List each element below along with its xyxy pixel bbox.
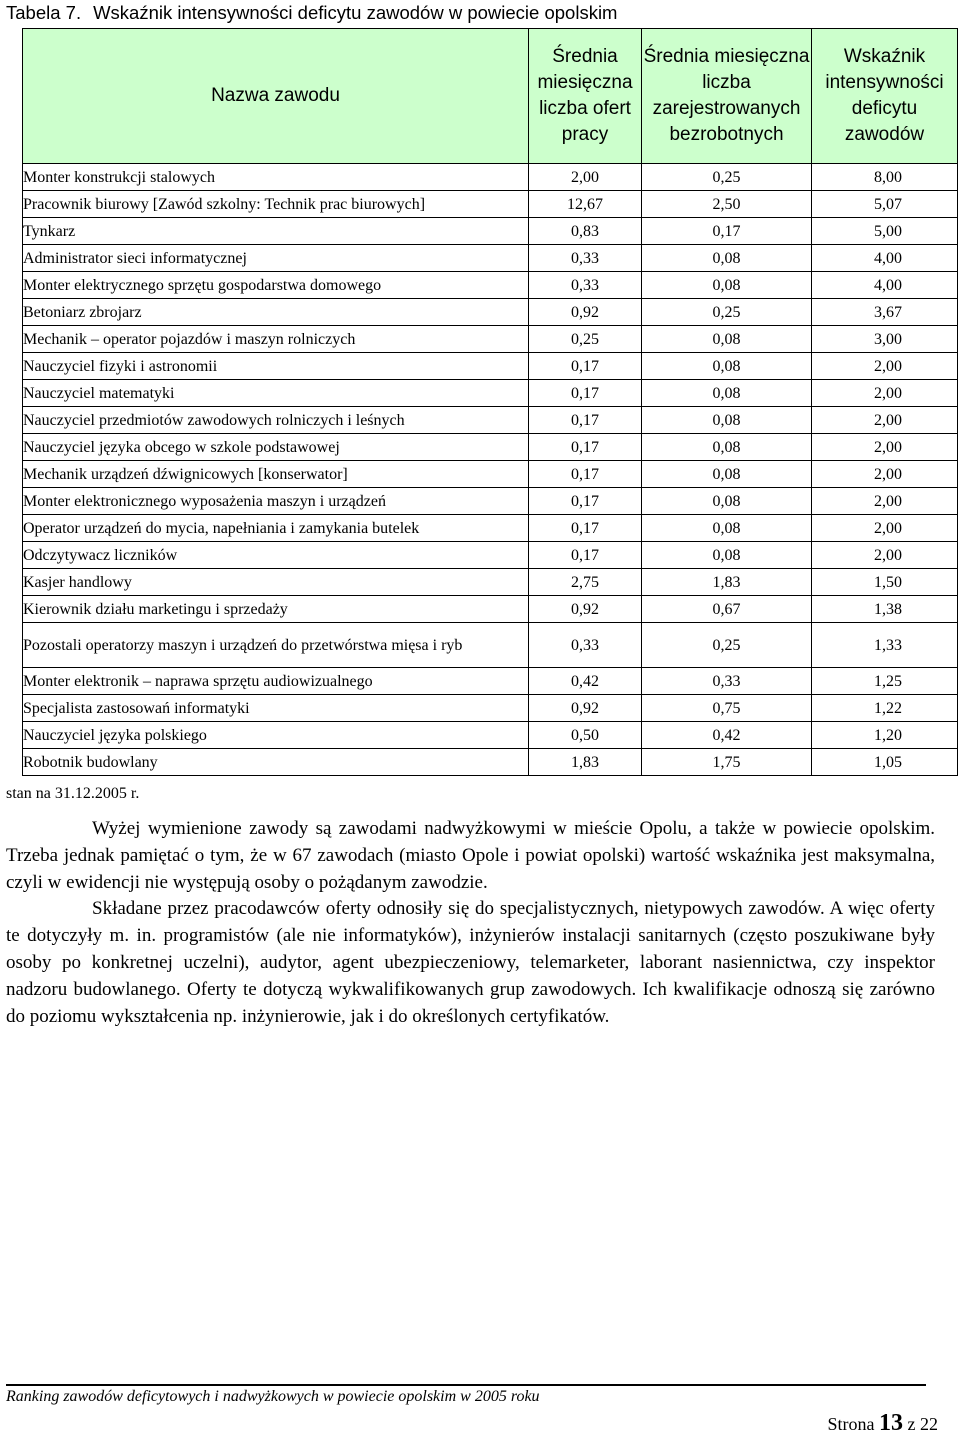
deficit-index-cell: 3,67 (812, 299, 958, 326)
deficit-index-cell: 5,07 (812, 191, 958, 218)
table-row (23, 596, 958, 623)
table-row (23, 488, 958, 515)
paragraph: Składane przez pracodawców oferty odnosiły się do specjalistycznych, nietypowych zawodów. A więc oferty te dotyczyły m. in. programistów (ale nie informatyków), inżynierów instalacji sanitarnych (często poszukiwane były osoby po konkretnej uczelni), audytor, agent ubezpieczeniowy, telemarketer, laborant nasiennictwa, czy inspektor nadzoru budowlanego. Oferty te dotyczą wykwalifikowanych grup zawodowych. Ich kwalifikacje odnoszą się zarówno do poziomu wykształcenia np. inżynierowie, jak i do określonych certyfikatów. (6, 898, 935, 1027)
deficit-index-cell: 2,00 (812, 542, 958, 569)
avg-unemployed-cell: 0,08 (642, 380, 812, 407)
table-row (23, 164, 958, 191)
occupation-name-cell: Nauczyciel języka polskiego (23, 722, 529, 749)
occupation-name-cell: Monter konstrukcji stalowych (23, 164, 529, 191)
avg-offers-cell: 2,00 (529, 164, 642, 191)
header-deficit-index: Wskaźnik intensywności deficytu zawodów (812, 29, 958, 164)
deficit-index-cell: 5,00 (812, 218, 958, 245)
occupation-name-cell: Nauczyciel przedmiotów zawodowych rolniczych i leśnych (23, 407, 529, 434)
occupation-name-cell: Kierownik działu marketingu i sprzedaży (23, 596, 529, 623)
avg-unemployed-cell: 1,75 (642, 749, 812, 776)
avg-offers-cell: 1,83 (529, 749, 642, 776)
table-row (23, 326, 958, 353)
avg-unemployed-cell: 0,25 (642, 299, 812, 326)
occupation-name-cell: Administrator sieci informatycznej (23, 245, 529, 272)
table-row (23, 191, 958, 218)
table-row (23, 542, 958, 569)
footer-rule (6, 1384, 926, 1386)
header-avg-offers: Średnia miesięczna liczba ofert pracy (529, 29, 642, 164)
page-sep: z (907, 1414, 916, 1434)
deficit-index-cell: 2,00 (812, 353, 958, 380)
page-label: Strona (827, 1414, 875, 1434)
deficit-index-cell: 1,20 (812, 722, 958, 749)
avg-offers-cell: 0,17 (529, 407, 642, 434)
deficit-index-cell: 2,00 (812, 407, 958, 434)
table-header-row (23, 29, 958, 164)
avg-unemployed-cell: 0,33 (642, 668, 812, 695)
deficit-index-cell: 1,38 (812, 596, 958, 623)
table-row (23, 695, 958, 722)
paragraph: Wyżej wymienione zawody są zawodami nadwyżkowymi w mieście Opolu, a także w powiecie opolskim. Trzeba jednak pamiętać o tym, że w 67 zawodach (miasto Opole i powiat opolski) wartość wskaźnika jest maksymalna, czyli w ewidencji nie występują osoby o pożądanym zawodzie. (6, 818, 935, 893)
body-text (6, 816, 935, 1030)
table-row (23, 407, 958, 434)
avg-offers-cell: 0,50 (529, 722, 642, 749)
table-row (23, 623, 958, 668)
caption-text: Wskaźnik intensywności deficytu zawodów w powiecie opolskim (93, 2, 618, 23)
occupation-name-cell: Kasjer handlowy (23, 569, 529, 596)
deficit-index-cell: 3,00 (812, 326, 958, 353)
deficit-index-cell: 2,00 (812, 461, 958, 488)
avg-offers-cell: 0,25 (529, 326, 642, 353)
avg-offers-cell: 0,17 (529, 461, 642, 488)
table-row (23, 434, 958, 461)
avg-unemployed-cell: 0,08 (642, 353, 812, 380)
avg-offers-cell: 0,17 (529, 434, 642, 461)
deficit-index-cell: 2,00 (812, 488, 958, 515)
occupation-name-cell: Operator urządzeń do mycia, napełniania i zamykania butelek (23, 515, 529, 542)
avg-offers-cell: 0,33 (529, 245, 642, 272)
occupation-name-cell: Pracownik biurowy [Zawód szkolny: Technik prac biurowych] (23, 191, 529, 218)
deficit-index-cell: 4,00 (812, 245, 958, 272)
table-caption (6, 2, 617, 24)
avg-offers-cell: 0,83 (529, 218, 642, 245)
avg-unemployed-cell: 1,83 (642, 569, 812, 596)
avg-offers-cell: 2,75 (529, 569, 642, 596)
avg-unemployed-cell: 0,67 (642, 596, 812, 623)
avg-unemployed-cell: 0,17 (642, 218, 812, 245)
avg-offers-cell: 0,17 (529, 380, 642, 407)
occupation-name-cell: Monter elektrycznego sprzętu gospodarstwa domowego (23, 272, 529, 299)
table-row (23, 749, 958, 776)
occupation-name-cell: Betoniarz zbrojarz (23, 299, 529, 326)
avg-offers-cell: 0,92 (529, 695, 642, 722)
avg-unemployed-cell: 0,75 (642, 695, 812, 722)
data-date-note: stan na 31.12.2005 r. (6, 785, 140, 802)
page-number (828, 1410, 939, 1437)
deficit-index-cell: 1,33 (812, 623, 958, 668)
header-occupation-name: Nazwa zawodu (23, 29, 529, 164)
avg-unemployed-cell: 0,25 (642, 623, 812, 668)
table-row (23, 272, 958, 299)
avg-offers-cell: 0,17 (529, 353, 642, 380)
avg-unemployed-cell: 0,08 (642, 434, 812, 461)
occupation-name-cell: Pozostali operatorzy maszyn i urządzeń do przetwórstwa mięsa i ryb (23, 623, 529, 668)
table-row (23, 668, 958, 695)
occupation-name-cell: Mechanik – operator pojazdów i maszyn rolniczych (23, 326, 529, 353)
avg-offers-cell: 12,67 (529, 191, 642, 218)
avg-unemployed-cell: 0,08 (642, 272, 812, 299)
table-row (23, 245, 958, 272)
deficit-table (22, 28, 958, 776)
deficit-index-cell: 1,22 (812, 695, 958, 722)
avg-unemployed-cell: 0,08 (642, 515, 812, 542)
table-row (23, 722, 958, 749)
table-row (23, 218, 958, 245)
avg-offers-cell: 0,17 (529, 542, 642, 569)
occupation-name-cell: Tynkarz (23, 218, 529, 245)
caption-label: Tabela 7. (6, 2, 82, 23)
table-row (23, 353, 958, 380)
avg-unemployed-cell: 0,08 (642, 407, 812, 434)
running-title: Ranking zawodów deficytowych i nadwyżkowych w powiecie opolskim w 2005 roku (6, 1388, 540, 1405)
deficit-index-cell: 2,00 (812, 434, 958, 461)
occupation-name-cell: Odczytywacz liczników (23, 542, 529, 569)
occupation-name-cell: Robotnik budowlany (23, 749, 529, 776)
avg-unemployed-cell: 0,08 (642, 461, 812, 488)
occupation-name-cell: Nauczyciel matematyki (23, 380, 529, 407)
avg-offers-cell: 0,92 (529, 299, 642, 326)
table-row (23, 515, 958, 542)
avg-unemployed-cell: 2,50 (642, 191, 812, 218)
deficit-index-cell: 2,00 (812, 515, 958, 542)
occupation-name-cell: Monter elektronik – naprawa sprzętu audiowizualnego (23, 668, 529, 695)
header-avg-unemployed: Średnia miesięczna liczba zarejestrowanych bezrobotnych (642, 29, 812, 164)
table-row (23, 299, 958, 326)
occupation-name-cell: Mechanik urządzeń dźwignicowych [konserwator] (23, 461, 529, 488)
occupation-name-cell: Nauczyciel fizyki i astronomii (23, 353, 529, 380)
deficit-index-cell: 1,25 (812, 668, 958, 695)
avg-unemployed-cell: 0,42 (642, 722, 812, 749)
page-current: 13 (879, 1410, 903, 1436)
deficit-index-cell: 1,05 (812, 749, 958, 776)
avg-offers-cell: 0,17 (529, 515, 642, 542)
deficit-index-cell: 1,50 (812, 569, 958, 596)
occupation-name-cell: Specjalista zastosowań informatyki (23, 695, 529, 722)
table-body (23, 164, 958, 776)
avg-offers-cell: 0,17 (529, 488, 642, 515)
page-total: 22 (920, 1414, 938, 1434)
table-row (23, 380, 958, 407)
avg-unemployed-cell: 0,25 (642, 164, 812, 191)
deficit-index-cell: 2,00 (812, 380, 958, 407)
avg-unemployed-cell: 0,08 (642, 488, 812, 515)
avg-unemployed-cell: 0,08 (642, 542, 812, 569)
table-row (23, 569, 958, 596)
avg-unemployed-cell: 0,08 (642, 245, 812, 272)
avg-unemployed-cell: 0,08 (642, 326, 812, 353)
table-row (23, 461, 958, 488)
avg-offers-cell: 0,92 (529, 596, 642, 623)
avg-offers-cell: 0,42 (529, 668, 642, 695)
deficit-index-cell: 8,00 (812, 164, 958, 191)
avg-offers-cell: 0,33 (529, 623, 642, 668)
occupation-name-cell: Nauczyciel języka obcego w szkole podstawowej (23, 434, 529, 461)
deficit-index-cell: 4,00 (812, 272, 958, 299)
avg-offers-cell: 0,33 (529, 272, 642, 299)
occupation-name-cell: Monter elektronicznego wyposażenia maszyn i urządzeń (23, 488, 529, 515)
